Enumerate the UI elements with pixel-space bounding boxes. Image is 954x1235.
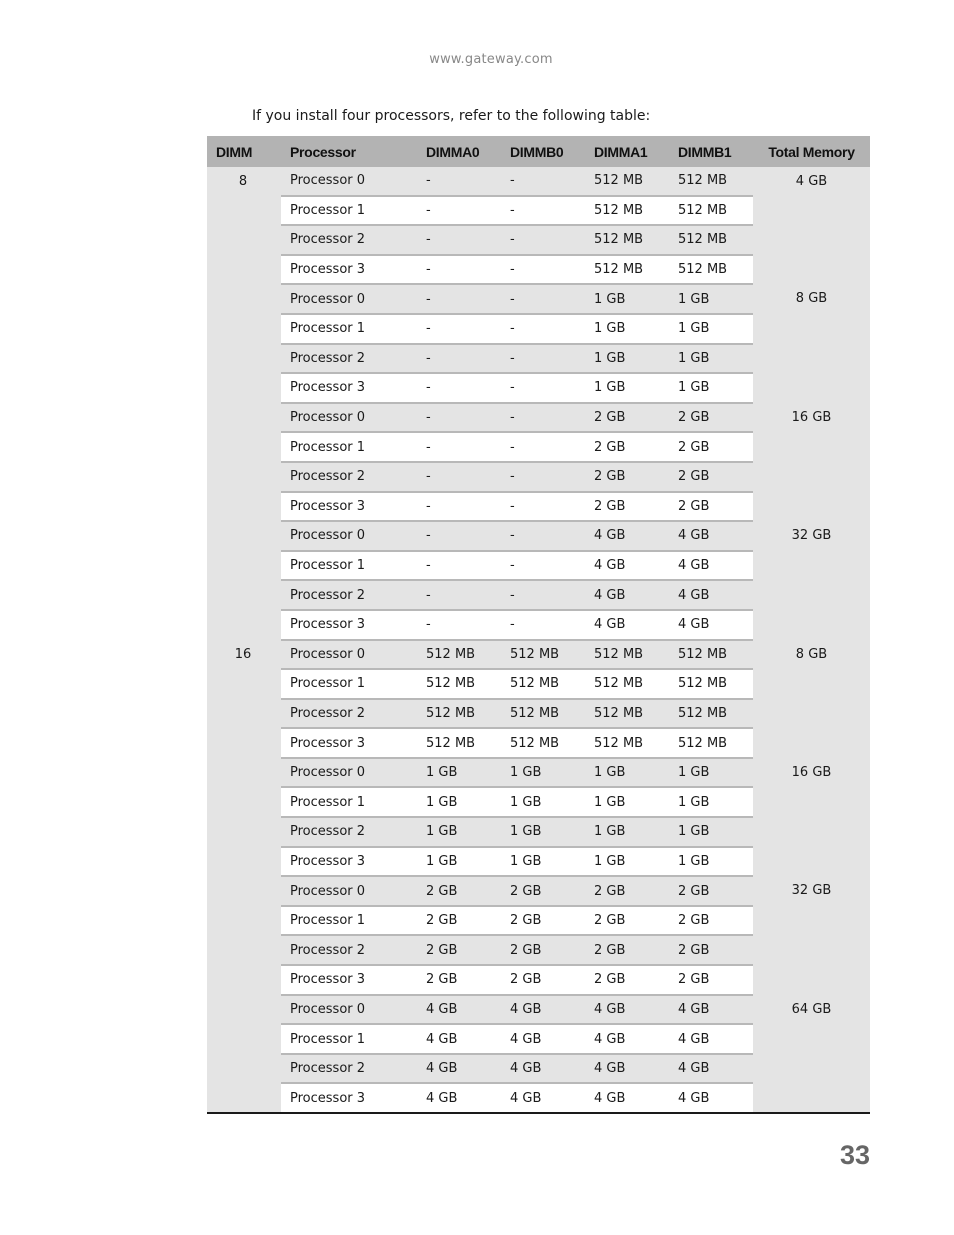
dimma1-cell: 512 MB [585,196,669,226]
dimma1-cell: 4 GB [585,551,669,581]
dimmb1-cell: 4 GB [669,1024,753,1054]
dimma1-cell: 512 MB [585,699,669,729]
dimmb1-cell: 2 GB [669,935,753,965]
dimma1-cell: 4 GB [585,521,669,551]
header-dimm: DIMM [207,136,281,167]
header-processor: Processor [281,136,417,167]
dimmb1-cell: 2 GB [669,492,753,522]
dimma0-cell: - [417,284,501,314]
dimmb0-cell: - [501,196,585,226]
total-memory-cell: 8 GB [753,284,870,402]
table-header-row [207,136,870,167]
dimmb0-cell: 512 MB [501,699,585,729]
processor-cell: Processor 2 [281,344,417,374]
processor-cell: Processor 2 [281,225,417,255]
dimmb1-cell: 512 MB [669,167,753,196]
dimma0-cell: - [417,462,501,492]
dimmb1-cell: 4 GB [669,610,753,640]
dimma1-cell: 2 GB [585,432,669,462]
dimmb1-cell: 512 MB [669,728,753,758]
dimma0-cell: - [417,521,501,551]
dimma0-cell: - [417,373,501,403]
dimma1-cell: 4 GB [585,1024,669,1054]
processor-cell: Processor 3 [281,492,417,522]
dimmb1-cell: 1 GB [669,817,753,847]
dimma0-cell: - [417,551,501,581]
processor-cell: Processor 1 [281,1024,417,1054]
dimma0-cell: - [417,255,501,285]
dimmb1-cell: 1 GB [669,314,753,344]
table-row [207,403,870,433]
processor-cell: Processor 2 [281,462,417,492]
dimmb0-cell: - [501,462,585,492]
total-memory-cell: 8 GB [753,640,870,758]
dimma1-cell: 1 GB [585,314,669,344]
dimmb1-cell: 4 GB [669,1054,753,1084]
processor-cell: Processor 1 [281,669,417,699]
dimmb1-cell: 512 MB [669,669,753,699]
header-dimma0: DIMMA0 [417,136,501,167]
dimmb1-cell: 1 GB [669,758,753,788]
processor-cell: Processor 0 [281,995,417,1025]
dimma1-cell: 1 GB [585,817,669,847]
processor-cell: Processor 0 [281,167,417,196]
dimma1-cell: 512 MB [585,640,669,670]
dimmb0-cell: - [501,521,585,551]
dimm-count-cell: 8 [207,167,281,640]
dimmb0-cell: - [501,610,585,640]
processor-cell: Processor 1 [281,314,417,344]
dimma0-cell: - [417,314,501,344]
processor-cell: Processor 0 [281,403,417,433]
dimmb0-cell: 2 GB [501,965,585,995]
dimmb1-cell: 2 GB [669,965,753,995]
processor-cell: Processor 0 [281,876,417,906]
dimmb0-cell: - [501,432,585,462]
dimma0-cell: - [417,432,501,462]
dimma1-cell: 4 GB [585,610,669,640]
processor-cell: Processor 1 [281,906,417,936]
dimmb0-cell: - [501,403,585,433]
dimma1-cell: 4 GB [585,1054,669,1084]
processor-cell: Processor 3 [281,847,417,877]
dimma0-cell: 1 GB [417,847,501,877]
processor-cell: Processor 1 [281,551,417,581]
dimmb0-cell: 1 GB [501,847,585,877]
dimma0-cell: 512 MB [417,640,501,670]
dimmb0-cell: - [501,373,585,403]
table-body [207,167,870,1113]
table-row [207,167,870,196]
dimmb1-cell: 2 GB [669,403,753,433]
dimmb0-cell: - [501,167,585,196]
dimmb1-cell: 512 MB [669,699,753,729]
dimmb0-cell: - [501,255,585,285]
dimmb0-cell: 1 GB [501,817,585,847]
header-url: www.gateway.com [429,52,553,67]
dimma0-cell: 1 GB [417,787,501,817]
processor-cell: Processor 2 [281,699,417,729]
total-memory-cell: 64 GB [753,995,870,1113]
page-number: 33 [839,1140,870,1170]
dimmb0-cell: - [501,344,585,374]
dimma1-cell: 2 GB [585,492,669,522]
total-memory-cell: 32 GB [753,521,870,639]
dimma0-cell: 2 GB [417,965,501,995]
dimma0-cell: 512 MB [417,699,501,729]
total-memory-cell: 32 GB [753,876,870,994]
dimmb1-cell: 512 MB [669,196,753,226]
dimma0-cell: 2 GB [417,935,501,965]
dimma1-cell: 1 GB [585,373,669,403]
table-row [207,521,870,551]
table-row [207,640,870,670]
dimma0-cell: 1 GB [417,817,501,847]
dimm-count-cell: 16 [207,640,281,1114]
dimmb1-cell: 2 GB [669,906,753,936]
processor-cell: Processor 0 [281,758,417,788]
dimmb1-cell: 2 GB [669,432,753,462]
dimma0-cell: - [417,196,501,226]
dimma0-cell: 4 GB [417,1083,501,1113]
dimmb1-cell: 4 GB [669,580,753,610]
processor-cell: Processor 2 [281,935,417,965]
processor-cell: Processor 2 [281,817,417,847]
dimmb1-cell: 1 GB [669,373,753,403]
dimma1-cell: 4 GB [585,1083,669,1113]
dimma0-cell: - [417,225,501,255]
dimmb0-cell: 2 GB [501,906,585,936]
dimma1-cell: 512 MB [585,225,669,255]
dimma0-cell: - [417,344,501,374]
dimma1-cell: 1 GB [585,847,669,877]
table-row [207,758,870,788]
dimma0-cell: 512 MB [417,728,501,758]
dimmb1-cell: 4 GB [669,551,753,581]
dimmb1-cell: 512 MB [669,255,753,285]
dimmb1-cell: 1 GB [669,787,753,817]
header-dimma1: DIMMA1 [585,136,669,167]
dimmb0-cell: - [501,551,585,581]
table-row [207,876,870,906]
dimma1-cell: 2 GB [585,403,669,433]
dimma1-cell: 2 GB [585,876,669,906]
processor-cell: Processor 3 [281,373,417,403]
dimma0-cell: 2 GB [417,906,501,936]
dimmb0-cell: 2 GB [501,876,585,906]
processor-cell: Processor 0 [281,521,417,551]
dimma1-cell: 1 GB [585,758,669,788]
dimma1-cell: 512 MB [585,728,669,758]
dimma0-cell: 4 GB [417,1024,501,1054]
dimmb1-cell: 512 MB [669,225,753,255]
dimmb0-cell: 1 GB [501,758,585,788]
dimma0-cell: - [417,580,501,610]
dimma1-cell: 1 GB [585,344,669,374]
processor-cell: Processor 3 [281,255,417,285]
dimmb0-cell: 4 GB [501,995,585,1025]
processor-cell: Processor 3 [281,728,417,758]
dimmb1-cell: 4 GB [669,521,753,551]
processor-cell: Processor 1 [281,787,417,817]
dimmb1-cell: 4 GB [669,1083,753,1113]
processor-cell: Processor 3 [281,965,417,995]
processor-cell: Processor 1 [281,432,417,462]
dimma0-cell: 4 GB [417,1054,501,1084]
dimmb1-cell: 2 GB [669,462,753,492]
table-row [207,995,870,1025]
dimma0-cell: - [417,403,501,433]
dimma1-cell: 1 GB [585,284,669,314]
header-dimmb0: DIMMB0 [501,136,585,167]
header-total-memory: Total Memory [753,136,870,167]
dimma1-cell: 2 GB [585,906,669,936]
dimmb0-cell: 512 MB [501,669,585,699]
dimma0-cell: - [417,610,501,640]
dimma0-cell: - [417,492,501,522]
total-memory-cell: 16 GB [753,403,870,521]
dimma0-cell: 1 GB [417,758,501,788]
dimma1-cell: 4 GB [585,995,669,1025]
dimma1-cell: 512 MB [585,669,669,699]
intro-text: If you install four processors, refer to the following table: [252,108,651,124]
dimma1-cell: 2 GB [585,965,669,995]
dimmb0-cell: 4 GB [501,1024,585,1054]
dimma0-cell: 512 MB [417,669,501,699]
dimmb1-cell: 4 GB [669,995,753,1025]
dimmb0-cell: - [501,492,585,522]
processor-cell: Processor 0 [281,640,417,670]
dimma1-cell: 512 MB [585,167,669,196]
dimma1-cell: 512 MB [585,255,669,285]
processor-cell: Processor 2 [281,1054,417,1084]
dimmb1-cell: 512 MB [669,640,753,670]
dimmb0-cell: - [501,580,585,610]
table-row [207,284,870,314]
dimmb1-cell: 1 GB [669,847,753,877]
dimma0-cell: - [417,167,501,196]
dimmb0-cell: - [501,314,585,344]
processor-cell: Processor 1 [281,196,417,226]
dimma0-cell: 2 GB [417,876,501,906]
dimmb1-cell: 1 GB [669,344,753,374]
dimmb0-cell: 4 GB [501,1054,585,1084]
processor-cell: Processor 3 [281,1083,417,1113]
dimmb0-cell: 4 GB [501,1083,585,1113]
total-memory-cell: 16 GB [753,758,870,876]
dimma1-cell: 2 GB [585,462,669,492]
processor-cell: Processor 3 [281,610,417,640]
processor-cell: Processor 0 [281,284,417,314]
dimmb0-cell: 512 MB [501,640,585,670]
dimmb0-cell: - [501,284,585,314]
dimma1-cell: 2 GB [585,935,669,965]
dimmb0-cell: 2 GB [501,935,585,965]
dimmb1-cell: 1 GB [669,284,753,314]
dimmb0-cell: 1 GB [501,787,585,817]
dimmb1-cell: 2 GB [669,876,753,906]
total-memory-cell: 4 GB [753,167,870,284]
dimmb0-cell: 512 MB [501,728,585,758]
dimma1-cell: 4 GB [585,580,669,610]
header-dimmb1: DIMMB1 [669,136,753,167]
dimma0-cell: 4 GB [417,995,501,1025]
dimma1-cell: 1 GB [585,787,669,817]
memory-config-table [207,136,870,1114]
processor-cell: Processor 2 [281,580,417,610]
dimmb0-cell: - [501,225,585,255]
